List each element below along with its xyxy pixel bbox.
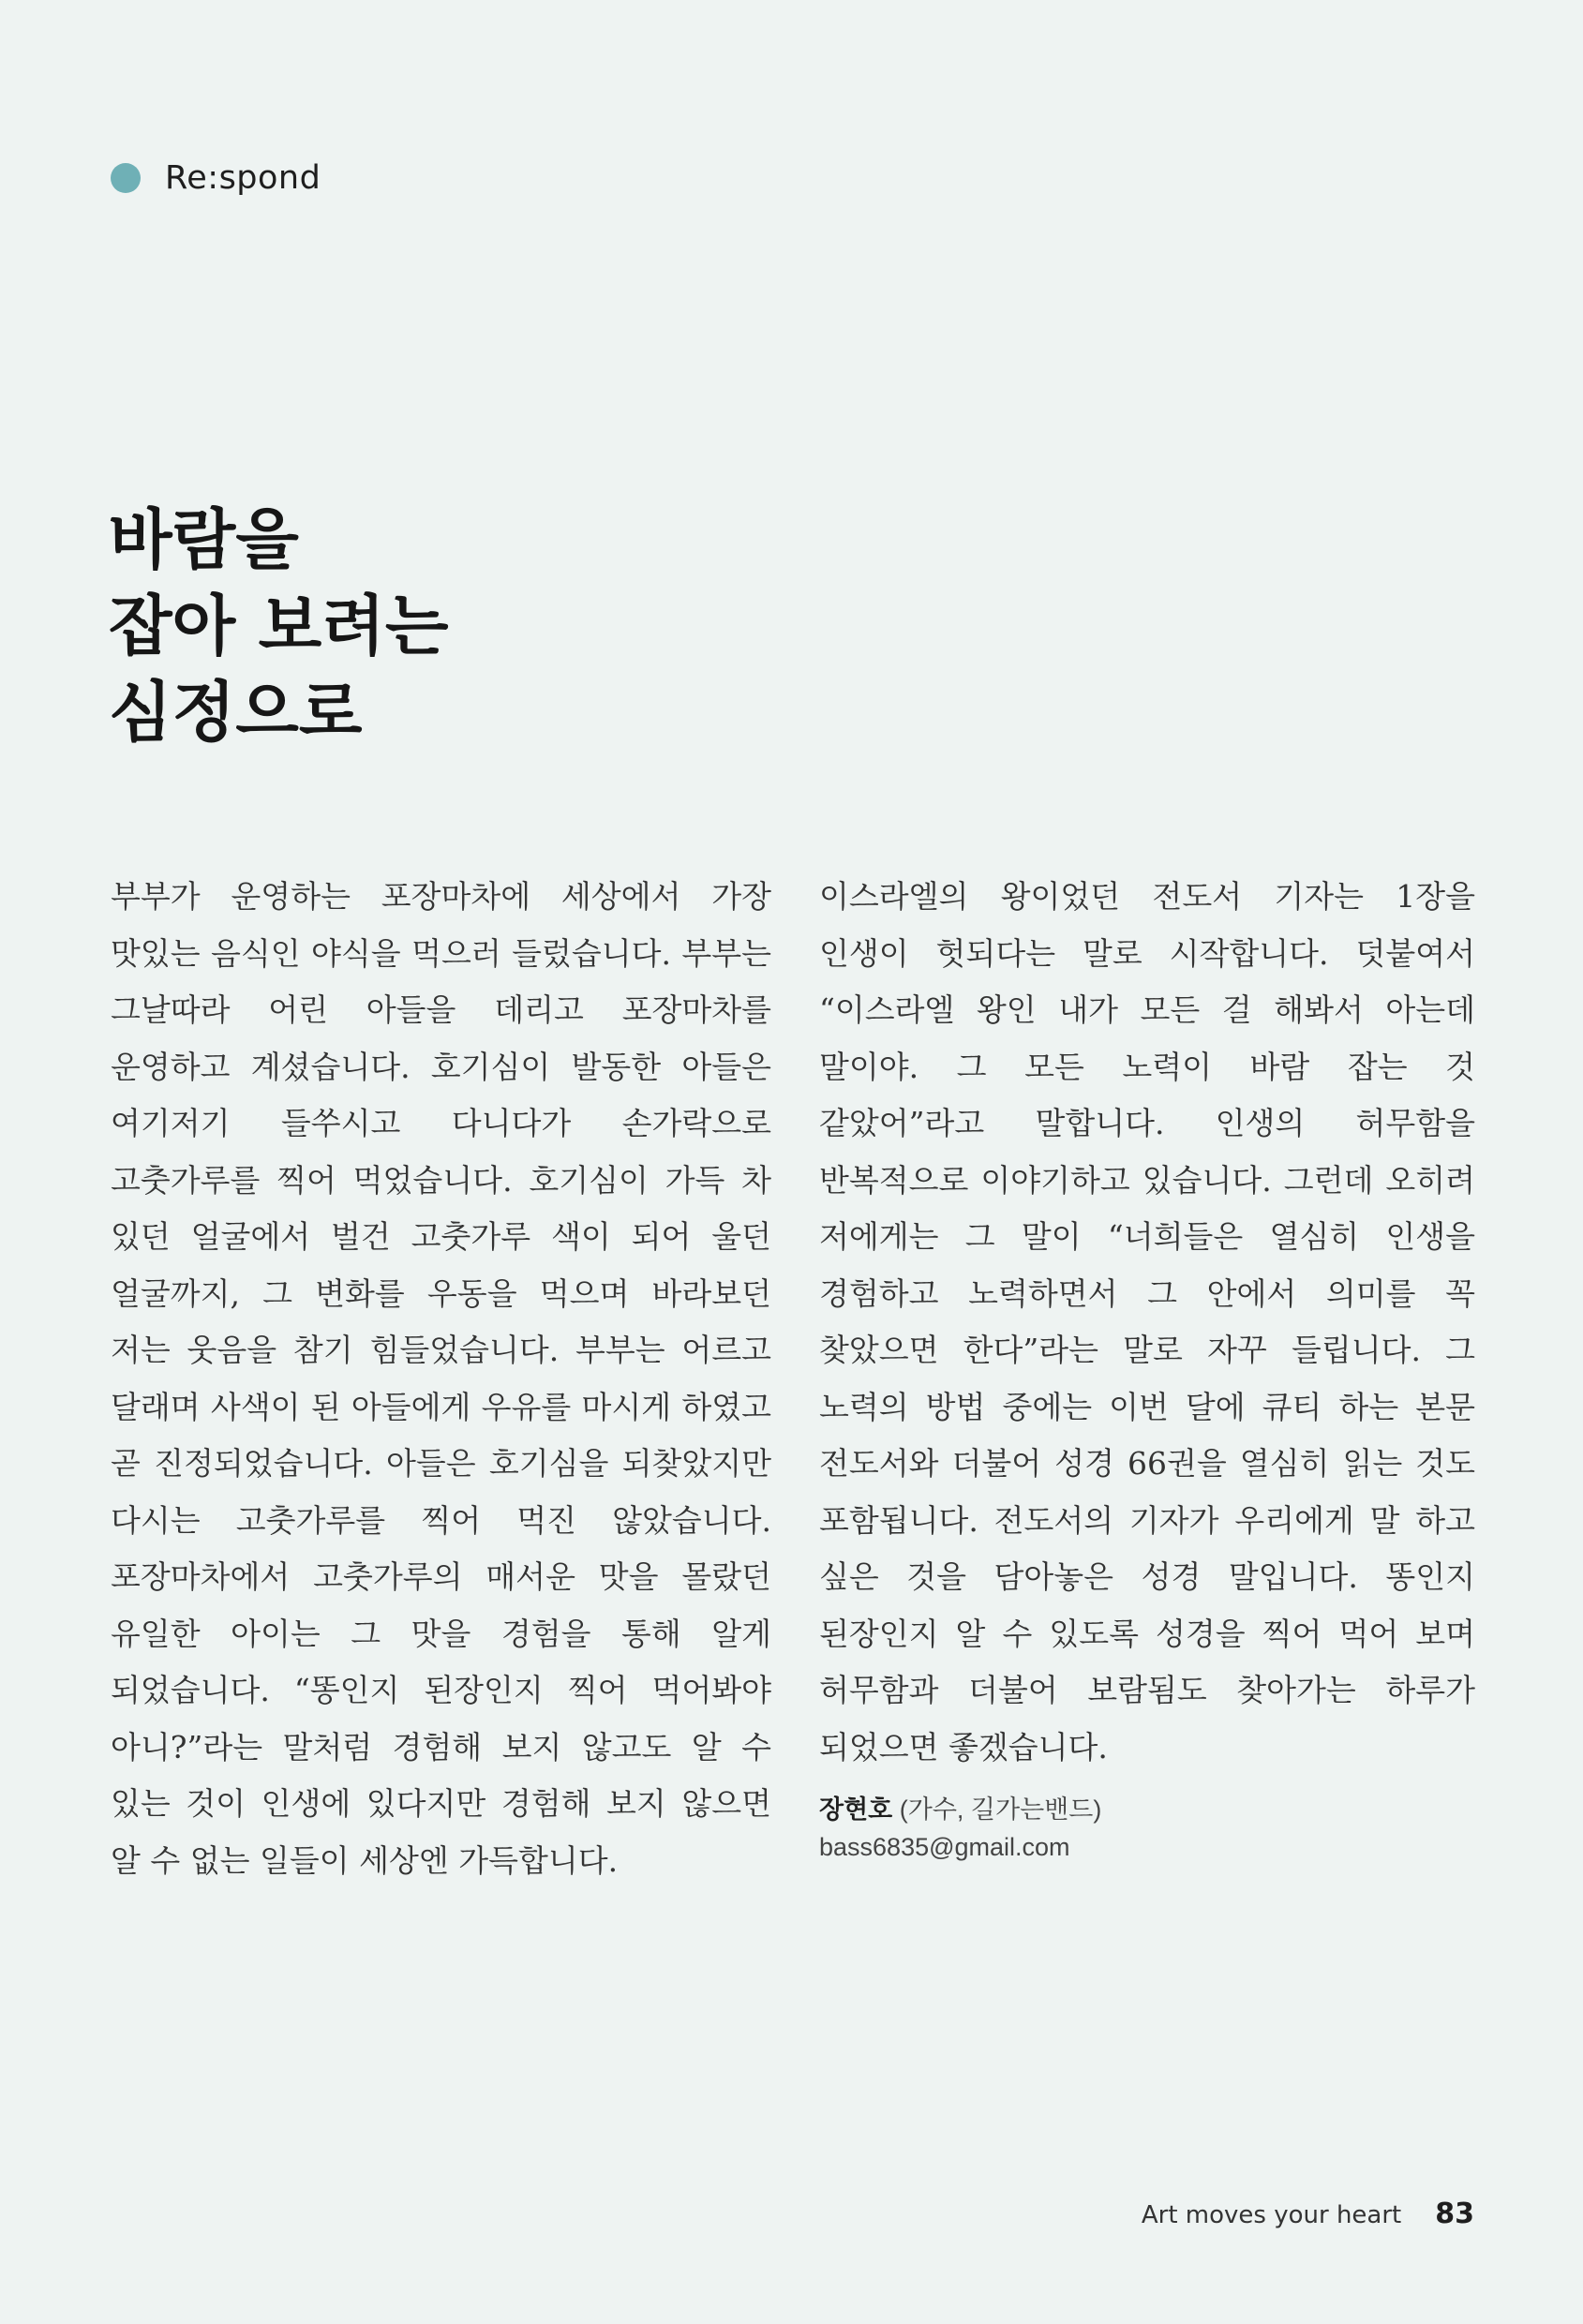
body-column-right: 이스라엘의 왕이었던 전도서 기자는 1장을 인생이 헛되다는 말로 시작합니다. 덧붙여서 “이스라엘 왕인 내가 모든 걸 해봐서 아는데 말이야. 그 모든 노력이 바람 잡는 것 같았어”라고 말합니다. 인생의 허무함을 반복적으로 이야기하고 있습니다. 그런데 오히려 저에게는 그 말이 “너희들은 열심히 인생을 경험하고 노력하면서 그 안에서 의미를 꼭 찾았으면 한다”라는 말로 자꾸 들립니다. 그 노력의 방법 중에는 이번 달에 큐티 하는 본문 전도서와 더불어 성경 66권을 열심히 읽는 것도 포함됩니다. 전도서의 기자가 우리에게 말 하고 싶은 것을 담아놓은 성경 말입니다. 똥인지 된장인지 알 수 있도록 성경을 찍어 먹어 보며 허무함과 더불어 보람됨도 찾아가는 하루가 되었으면 좋겠습니다. [819,878,1475,1765]
section-label: Re:spond [165,159,321,197]
article-title [109,497,448,755]
section-tag [111,159,321,197]
page-footer [1142,2197,1474,2230]
author-email: bass6835@gmail.com [819,1833,1070,1861]
author-role: (가수, 길가는밴드) [899,1795,1102,1824]
title-line: 심정으로 [109,673,363,751]
page-number: 83 [1435,2197,1474,2230]
author-credit [819,1791,1101,1866]
title-line: 잡아 보려는 [109,587,449,664]
body-column-left: 부부가 운영하는 포장마차에 세상에서 가장 맛있는 음식인 야식을 먹으러 들렀습니다. 부부는 그날따라 어린 아들을 데리고 포장마차를 운영하고 계셨습니다. 호기심이 발동한 아들은 여기저기 들쑤시고 다니다가 손가락으로 고춧가루를 찍어 먹었습니다. 호기심이 가득 차 있던 얼굴에서 벌건 고춧가루 색이 되어 울던 얼굴까지, 그 변화를 우동을 먹으며 바라보던 저는 웃음을 참기 힘들었습니다. 부부는 어르고 달래며 사색이 된 아들에게 우유를 마시게 하였고 곧 진정되었습니다. 아들은 호기심을 되찾았지만 다시는 고춧가루를 찍어 먹진 않았습니다. 포장마차에서 고춧가루의 매서운 맛을 몰랐던 유일한 아이는 그 맛을 경험을 통해 알게 되었습니다. “똥인지 된장인지 찍어 먹어봐야 아니?”라는 말처럼 경험해 보지 않고도 알 수 있는 것이 인생에 있다지만 경험해 보지 않으면 알 수 없는 일들이 세상엔 가득합니다. [111,878,771,1879]
author-name: 장현호 [819,1795,893,1824]
section-dot-icon [111,163,141,193]
footer-tagline: Art moves your heart [1141,2201,1402,2229]
title-line: 바람을 [109,500,299,578]
